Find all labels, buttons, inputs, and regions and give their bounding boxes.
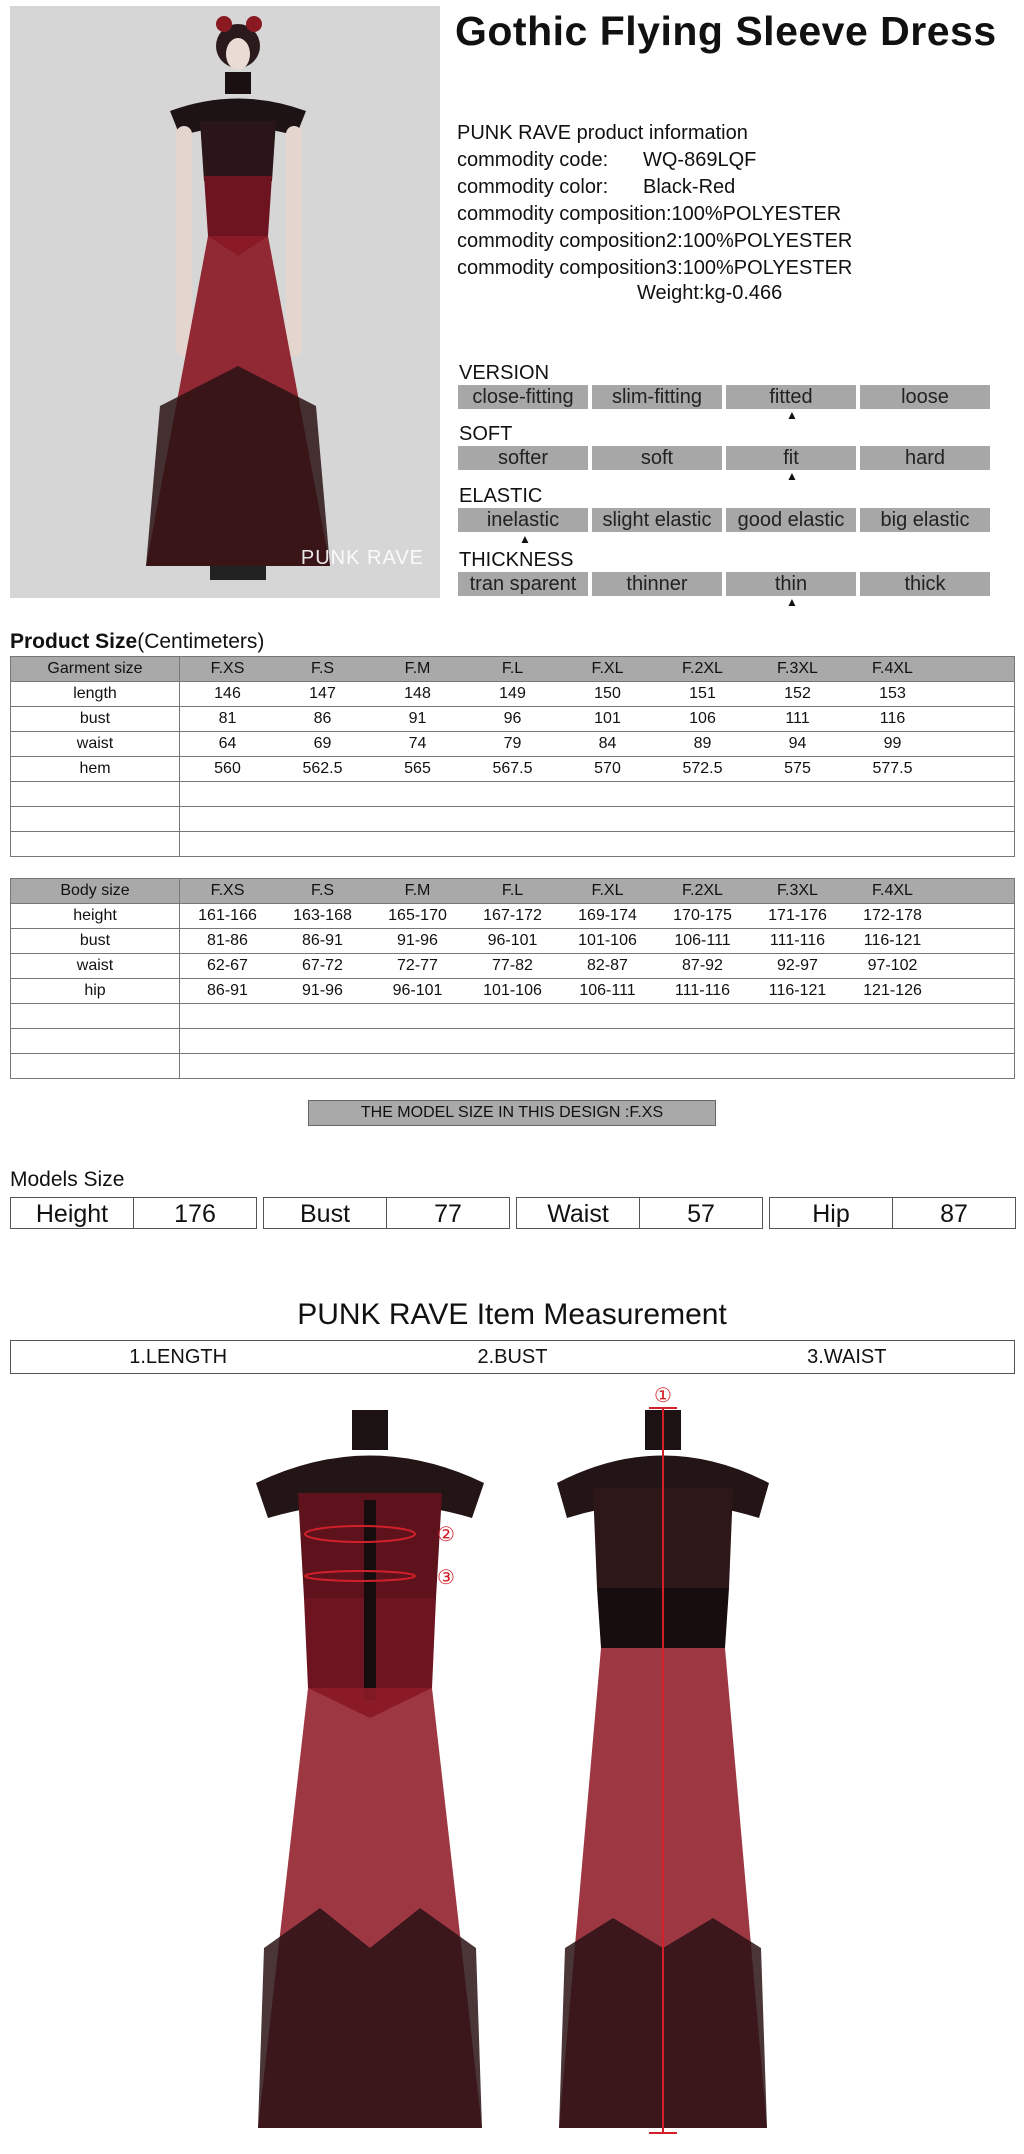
table-header-label: Body size — [11, 879, 180, 904]
cell: 84 — [598, 735, 617, 752]
cell: 81 — [218, 710, 237, 727]
table-row-empty — [11, 1029, 1015, 1054]
model-measure — [516, 1197, 763, 1229]
model-measure-value: 176 — [174, 1200, 216, 1228]
model-measure-value: 77 — [434, 1200, 462, 1228]
cell: 163-168 — [293, 907, 352, 924]
model-measure — [10, 1197, 257, 1229]
model-measure-value: 87 — [940, 1200, 968, 1228]
info-label: commodity composition3: — [457, 257, 683, 279]
cell: 89 — [693, 735, 712, 752]
measurement-item: 3.WAIST — [807, 1346, 887, 1368]
cell: 170-175 — [673, 907, 732, 924]
cell: 148 — [404, 685, 431, 702]
scale-option: thinner — [592, 572, 722, 596]
cell: 91-96 — [302, 982, 343, 999]
info-value: kg-0.466 — [704, 282, 783, 304]
product-size-title: Product Size — [10, 630, 138, 653]
size-header: F.4XL — [872, 660, 913, 677]
info-color — [457, 176, 735, 199]
table-row — [11, 757, 1015, 782]
size-header: F.L — [501, 882, 524, 899]
cell: 572.5 — [682, 760, 723, 777]
cell: 96-101 — [487, 932, 538, 949]
info-label: commodity color: — [457, 176, 609, 198]
table-row-empty — [11, 782, 1015, 807]
cell: 577.5 — [872, 760, 913, 777]
cell: 101-106 — [483, 982, 542, 999]
cell: 91 — [408, 710, 427, 727]
size-header: F.M — [404, 882, 431, 899]
info-label: commodity composition: — [457, 203, 672, 225]
info-composition2 — [457, 230, 852, 253]
scale-option: good elastic — [726, 508, 856, 532]
cell: 106-111 — [579, 982, 636, 999]
cell: 116 — [879, 710, 906, 727]
table-row-empty — [11, 832, 1015, 857]
table-row — [11, 732, 1015, 757]
scale-soft — [458, 446, 990, 470]
measurement-title: PUNK RAVE Item Measurement — [297, 1298, 727, 1331]
selected-marker-icon: ▲ — [786, 595, 798, 609]
size-header: F.XL — [591, 882, 624, 899]
cell: 565 — [404, 760, 431, 777]
cell: 91-96 — [397, 932, 438, 949]
cell: 106-111 — [674, 932, 731, 949]
marker-bust-label: ② — [437, 1524, 455, 1546]
info-code — [457, 149, 756, 172]
cell: 165-170 — [388, 907, 447, 924]
info-value: WQ-869LQF — [643, 149, 757, 171]
scale-thickness — [458, 572, 990, 596]
row-label: waist — [11, 732, 180, 757]
info-weight — [637, 282, 782, 305]
cell: 101 — [594, 710, 621, 727]
cell: 79 — [503, 735, 522, 752]
table-row — [11, 954, 1015, 979]
cell: 99 — [883, 735, 902, 752]
cell: 62-67 — [207, 957, 248, 974]
scale-elastic-label: ELASTIC — [459, 485, 543, 507]
product-size-unit: (Centimeters) — [137, 630, 265, 653]
scale-option: thick — [860, 572, 990, 596]
cell: 82-87 — [587, 957, 628, 974]
table-row-empty — [11, 807, 1015, 832]
waist-guide — [305, 1571, 415, 1581]
body-size-table — [10, 878, 1015, 1079]
measurement-item: 2.BUST — [477, 1346, 548, 1368]
scale-option: big elastic — [860, 508, 990, 532]
size-header: F.XS — [210, 882, 245, 899]
photo-watermark: PUNK RAVE — [300, 547, 424, 569]
cell: 101-106 — [578, 932, 637, 949]
table-row-empty — [11, 1004, 1015, 1029]
cell: 96-101 — [392, 982, 443, 999]
row-label: hem — [11, 757, 180, 782]
dress-front-illustration — [250, 1388, 490, 2148]
table-row — [11, 979, 1015, 1004]
cell: 87-92 — [682, 957, 723, 974]
table-row — [11, 904, 1015, 929]
size-header: F.XS — [210, 660, 245, 677]
model-measure — [263, 1197, 510, 1229]
page-title: Gothic Flying Sleeve Dress — [455, 8, 997, 54]
cell: 560 — [214, 760, 241, 777]
model-measure — [769, 1197, 1016, 1229]
cell: 67-72 — [302, 957, 343, 974]
row-label: waist — [11, 954, 180, 979]
cell: 169-174 — [578, 907, 637, 924]
row-label: height — [11, 904, 180, 929]
cell: 146 — [214, 685, 241, 702]
scale-option: slim-fitting — [592, 385, 722, 409]
scale-thickness-label: THICKNESS — [459, 549, 574, 571]
model-measure-value: 57 — [687, 1200, 715, 1228]
scale-version — [458, 385, 990, 409]
cell: 96 — [503, 710, 522, 727]
size-header: F.XL — [591, 660, 624, 677]
scale-option: hard — [860, 446, 990, 470]
row-label: bust — [11, 929, 180, 954]
size-header: F.4XL — [872, 882, 913, 899]
row-label: hip — [11, 979, 180, 1004]
cell: 171-176 — [768, 907, 827, 924]
table-row-empty — [11, 1054, 1015, 1079]
marker-length-label: ① — [654, 1385, 672, 1407]
cell: 152 — [784, 685, 811, 702]
info-label: commodity composition2: — [457, 230, 683, 252]
product-size-heading — [10, 630, 264, 654]
cell: 86-91 — [207, 982, 248, 999]
size-header: F.S — [310, 660, 335, 677]
cell: 161-166 — [198, 907, 257, 924]
row-label: length — [11, 682, 180, 707]
models-size-row — [10, 1197, 1016, 1229]
cell: 111-116 — [769, 932, 826, 949]
scale-option-selected: fit — [726, 446, 856, 470]
info-brand-line: PUNK RAVE product information — [457, 122, 748, 144]
garment-size-table — [10, 656, 1015, 857]
selected-marker-icon: ▲ — [519, 532, 531, 546]
scale-soft-label: SOFT — [459, 423, 513, 445]
cell: 111 — [785, 710, 810, 727]
cell: 86-91 — [302, 932, 343, 949]
model-measure-label: Hip — [770, 1198, 893, 1228]
dress-front-view — [250, 1388, 490, 2153]
cell: 111-116 — [674, 982, 731, 999]
cell: 570 — [594, 760, 621, 777]
measure-guides-front — [300, 1520, 430, 1590]
table-header-label: Garment size — [11, 657, 180, 682]
cell: 153 — [879, 685, 906, 702]
table-header-row — [11, 657, 1015, 682]
cell: 64 — [218, 735, 237, 752]
info-value: 100%POLYESTER — [682, 257, 853, 279]
cell: 92-97 — [777, 957, 818, 974]
scale-option: soft — [592, 446, 722, 470]
cell: 567.5 — [492, 760, 533, 777]
size-header: F.M — [404, 660, 431, 677]
cell: 74 — [408, 735, 427, 752]
cell: 575 — [784, 760, 811, 777]
cell: 149 — [499, 685, 526, 702]
model-measure-label: Waist — [517, 1198, 640, 1228]
cell: 116-121 — [768, 982, 827, 999]
measurement-item: 1.LENGTH — [129, 1346, 228, 1368]
selected-marker-icon: ▲ — [786, 469, 798, 483]
table-row — [11, 929, 1015, 954]
size-header: F.3XL — [777, 882, 818, 899]
bust-guide — [305, 1526, 415, 1542]
product-photo — [10, 6, 440, 598]
cell: 77-82 — [492, 957, 533, 974]
measurement-legend — [10, 1340, 1015, 1374]
scale-option: close-fitting — [458, 385, 588, 409]
cell: 121-126 — [863, 982, 922, 999]
cell: 562.5 — [302, 760, 343, 777]
model-measure-label: Bust — [264, 1198, 387, 1228]
cell: 150 — [594, 685, 621, 702]
cell: 172-178 — [863, 907, 922, 924]
info-composition3 — [457, 257, 852, 280]
scale-option-selected: thin — [726, 572, 856, 596]
size-header: F.3XL — [777, 660, 818, 677]
cell: 97-102 — [867, 957, 918, 974]
info-label: Weight: — [637, 282, 705, 304]
scale-elastic — [458, 508, 990, 532]
cell: 147 — [309, 685, 336, 702]
model-dress-illustration — [10, 6, 440, 598]
table-header-row — [11, 879, 1015, 904]
selected-marker-icon: ▲ — [786, 408, 798, 422]
models-size-heading: Models Size — [10, 1168, 125, 1191]
model-size-design-note: THE MODEL SIZE IN THIS DESIGN :F.XS — [308, 1100, 716, 1126]
cell: 151 — [689, 685, 716, 702]
dress-back-illustration — [553, 1388, 773, 2138]
cell: 116-121 — [863, 932, 922, 949]
dress-back-view — [553, 1388, 773, 2143]
info-value: Black-Red — [643, 176, 736, 198]
model-measure-label: Height — [11, 1198, 134, 1228]
row-label: bust — [11, 707, 180, 732]
info-composition — [457, 203, 841, 226]
scale-option: softer — [458, 446, 588, 470]
cell: 72-77 — [397, 957, 438, 974]
size-header: F.2XL — [682, 882, 723, 899]
size-header: F.L — [501, 660, 524, 677]
cell: 167-172 — [483, 907, 542, 924]
size-header: F.2XL — [682, 660, 723, 677]
cell: 81-86 — [207, 932, 248, 949]
table-row — [11, 707, 1015, 732]
info-value: 100%POLYESTER — [671, 203, 842, 225]
info-value: 100%POLYESTER — [682, 230, 853, 252]
scale-option-selected: inelastic — [458, 508, 588, 532]
cell: 94 — [788, 735, 807, 752]
cell: 106 — [689, 710, 716, 727]
scale-option: tran sparent — [458, 572, 588, 596]
cell: 69 — [313, 735, 332, 752]
size-header: F.S — [310, 882, 335, 899]
table-row — [11, 682, 1015, 707]
scale-option: slight elastic — [592, 508, 722, 532]
scale-version-label: VERSION — [459, 362, 550, 384]
info-label: commodity code: — [457, 149, 609, 171]
marker-waist-label: ③ — [437, 1567, 455, 1589]
scale-option: loose — [860, 385, 990, 409]
cell: 86 — [313, 710, 332, 727]
scale-option-selected: fitted — [726, 385, 856, 409]
